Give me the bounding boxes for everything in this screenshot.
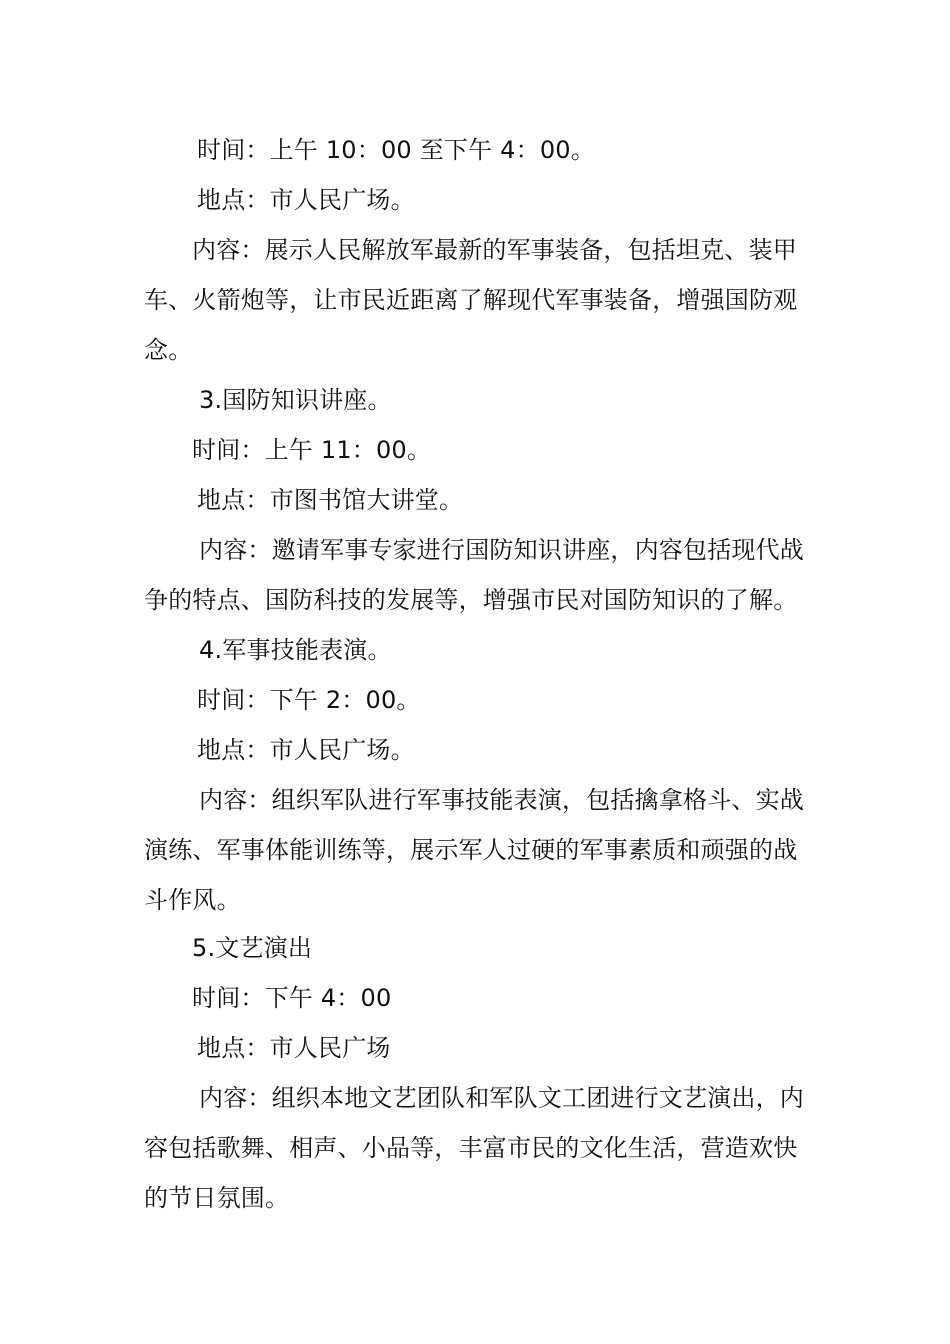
paragraph-line: 内容：邀请军事专家进行国防知识讲座，内容包括现代战: [199, 536, 804, 564]
paragraph-line: 内容：展示人民解放军最新的军事装备，包括坦克、装甲: [192, 236, 797, 264]
section-heading: 5.文艺演出: [192, 934, 313, 962]
text-line: 时间：上午 10：00 至下午 4：00。: [197, 136, 595, 164]
paragraph-line: 争的特点、国防科技的发展等，增强市民对国防知识的了解。: [144, 586, 798, 614]
text-line: 地点：市图书馆大讲堂。: [197, 486, 464, 514]
paragraph-line: 车、火箭炮等，让市民近距离了解现代军事装备，增强国防观: [144, 286, 798, 314]
paragraph-line: 的节日氛围。: [144, 1184, 290, 1212]
text-line: 地点：市人民广场。: [197, 736, 415, 764]
paragraph-line: 斗作风。: [144, 886, 241, 914]
paragraph-line: 念。: [144, 336, 193, 364]
text-line: 时间：上午 11：00。: [192, 436, 432, 464]
paragraph-line: 演练、军事体能训练等，展示军人过硬的军事素质和顽强的战: [144, 836, 798, 864]
section-heading: 4.军事技能表演。: [199, 636, 392, 664]
paragraph-line: 内容：组织本地文艺团队和军队文工团进行文艺演出，内: [199, 1084, 804, 1112]
paragraph-line: 内容：组织军队进行军事技能表演，包括擒拿格斗、实战: [199, 786, 804, 814]
text-line: 时间：下午 2：00。: [197, 686, 421, 714]
text-line: 地点：市人民广场。: [197, 186, 415, 214]
text-line: 时间：下午 4：00: [192, 984, 392, 1012]
paragraph-line: 容包括歌舞、相声、小品等，丰富市民的文化生活，营造欢快: [144, 1134, 798, 1162]
text-line: 地点：市人民广场: [197, 1034, 391, 1062]
section-heading: 3.国防知识讲座。: [199, 386, 392, 414]
